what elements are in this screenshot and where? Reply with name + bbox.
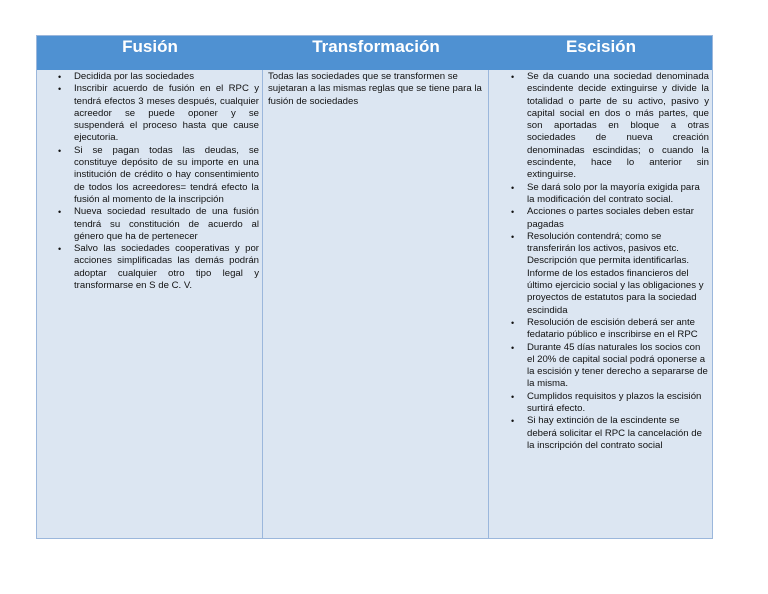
bullet-icon: • [511, 317, 515, 328]
header-escision: Escisión [566, 37, 636, 56]
list-item-text: Se da cuando una sociedad denominada escindente decide extinguirse y divide la totalidad o parte de su activo, pasivo y capital social en dos o más partes, que son aportadas en bloque a otras sociedades de nueva creación denominadas escindidas; o cuando la escindente, hace lo anterior sin extinguirse. [527, 71, 709, 181]
list-item-text: Resolución contendrá; como se transferirán los activos, pasivos etc. Descripción que permita identificarlas. Informe de los estados financieros del último ejercicio social y las obligaciones y proyectos de estatutos para la sociedad escindida [527, 230, 704, 316]
column-fusion [37, 70, 263, 538]
bullet-icon: • [58, 244, 62, 255]
list-item [489, 71, 713, 182]
list-item [37, 145, 262, 206]
list-item [489, 391, 713, 416]
bullet-icon: • [58, 207, 62, 218]
list-item [37, 243, 262, 292]
comparison-table [36, 35, 713, 539]
header-transformacion: Transformación [312, 37, 440, 56]
list-item-text: Resolución de escisión deberá ser ante fedatario público e inscribirse en el RPC [527, 316, 698, 341]
bullet-icon: • [511, 342, 515, 353]
list-item-text: Salvo las sociedades cooperativas y por acciones simplificadas las demás podrán adoptar cualquier otro tipo legal y transformarse en S de C. V. [74, 243, 259, 292]
column-escision [489, 70, 713, 538]
list-item-text: Cumplidos requisitos y plazos la escisión surtirá efecto. [527, 390, 702, 415]
list-item [37, 206, 262, 243]
list-item-text: Durante 45 días naturales los socios con el 20% de capital social podrá oponerse a la escisión y tener derecho a separarse de la misma. [527, 341, 708, 390]
list-item-text: Decidida por las sociedades [74, 71, 194, 82]
bullet-icon: • [58, 84, 62, 95]
list-item [489, 415, 713, 452]
list-item [37, 83, 262, 144]
list-item-text: Se dará solo por la mayoría exigida para la modificación del contrato social. [527, 181, 700, 205]
bullet-icon: • [511, 182, 515, 193]
bullet-icon: • [511, 231, 515, 242]
list-item [489, 342, 713, 391]
bullet-icon: • [511, 391, 515, 402]
list-item [489, 206, 713, 231]
bullet-icon: • [511, 72, 515, 82]
list-item [489, 231, 713, 317]
fusion-list [37, 70, 262, 292]
list-item [489, 182, 713, 207]
list-item-text: Inscribir acuerdo de fusión en el RPC y tendrá efectos 3 meses después, cualquier acreedor se puede oponer y se suspenderá el proceso hasta que cause ejecutoria. [74, 83, 259, 144]
column-transformacion [263, 70, 489, 538]
list-item-text: Si hay extinción de la escindente se deberá solicitar el RPC la cancelación de la inscripción del contrato social [527, 415, 702, 451]
list-item-text: Acciones o partes sociales deben estar pagadas [527, 206, 694, 230]
bullet-icon: • [58, 72, 62, 82]
list-item [37, 71, 262, 83]
bullet-icon: • [58, 145, 62, 156]
header-fusion: Fusión [122, 37, 178, 56]
list-item-text: Si se pagan todas las deudas, se constituye depósito de su importe en una institución de crédito o hay consentimiento de todos los acreedores= tendrá efecto la fusión al momento de la inscripción [74, 144, 259, 205]
bullet-icon: • [511, 416, 515, 427]
transformacion-text: Todas las sociedades que se transformen se sujetaran a las mismas reglas que se tiene para la fusión de sociedades [268, 71, 482, 107]
list-item [489, 317, 713, 342]
bullet-icon: • [511, 207, 515, 218]
list-item-text: Nueva sociedad resultado de una fusión tendrá su constitución de acuerdo al género que ha de pertenecer [74, 206, 259, 242]
escision-list [489, 70, 713, 452]
table-header [37, 36, 712, 70]
